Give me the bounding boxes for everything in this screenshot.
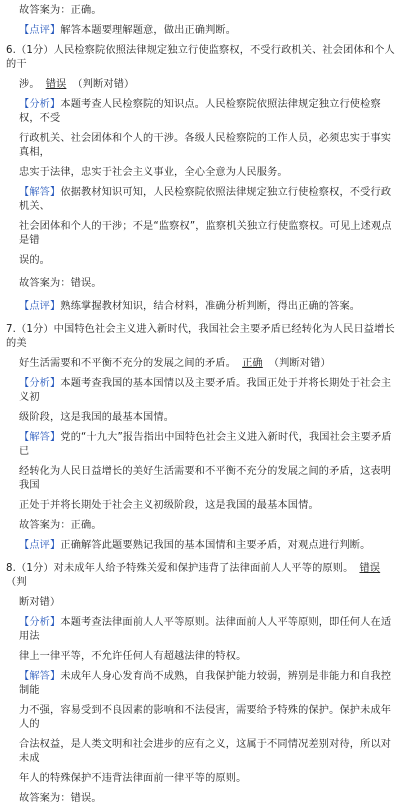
- analysis-tag: 【分析】: [19, 617, 61, 628]
- q7-answer-blank: 正确: [242, 358, 263, 369]
- q7-comment: 【点评】正确解答此题要熟记我国的基本国情和主要矛盾，对观点进行判断。: [19, 540, 371, 551]
- q8-stem-line2: 断对错）: [19, 597, 61, 608]
- comment-tag: 【点评】: [19, 540, 61, 551]
- comment-text: 解答本题要理解题意，做出正确判断。: [60, 25, 237, 36]
- q8-analysis: 【分析】本题考查法律面前人人平等原则。法律面前人人平等原则，即任何人在适用法: [19, 617, 392, 642]
- q7-stem-line1: 7.（1分）中国特色社会主义进入新时代，我国社会主要矛盾已经转化为人民日益增长的美: [6, 324, 395, 349]
- q6-analysis-line3: 忠实于法律，忠实于社会主义事业，全心全意为人民服务。: [19, 167, 288, 178]
- q7-solution: 【解答】党的“十九大”报告指出中国特色社会主义进入新时代，我国社会主要矛盾已: [19, 432, 392, 457]
- q7-analysis-line2: 级阶段，这是我国的最基本国情。: [19, 412, 175, 423]
- q6-final-answer: 故答案为：错误。: [19, 278, 102, 289]
- q7-stem-line2: 好生活需要和不平衡不充分的发展之间的矛盾。 正确 （判断对错）: [19, 358, 331, 369]
- solution-tag: 【解答】: [19, 432, 61, 443]
- q6-solution: 【解答】依据教材知识可知，人民检察院依照法律规定独立行使检察权，不受行政机关、: [19, 187, 392, 212]
- q8-solution-line2: 力不强，容易受到不良因素的影响和不法侵害，需要给予特殊的保护。保护未成年人的: [19, 705, 392, 730]
- comment-tag: 【点评】: [19, 25, 61, 36]
- q6-stem-line1: 6.（1分）人民检察院依照法律规定独立行使监察权，不受行政机关、社会团体和个人的干: [6, 45, 395, 70]
- analysis-tag: 【分析】: [19, 378, 61, 389]
- q6-answer-blank: 错误: [45, 79, 67, 90]
- q6-analysis: 【分析】本题考查人民检察院的知识点。人民检察院依照法律规定独立行使检察权，不受: [19, 99, 381, 124]
- q8-solution: 【解答】未成年人身心发育尚不成熟，自我保护能力较弱，辨别是非能力和自我控制能: [19, 671, 392, 696]
- solution-tag: 【解答】: [19, 187, 61, 198]
- analysis-tag: 【分析】: [19, 99, 61, 110]
- q6-analysis-line2: 行政机关、社会团体和个人的干涉。各级人民检察院的工作人员，必须忠实于事实真相，: [19, 133, 392, 158]
- q6-solution-line2: 社会团体和个人的干涉；不是“监察权”，监察机关独立行使监察权。可见上述观点是错: [19, 221, 392, 246]
- q8-solution-line4: 年人的特殊保护不违背法律面前一律平等的原则。: [19, 773, 247, 784]
- q5-comment: [6, 24, 396, 38]
- q7-solution-line2: 经转化为人民日益增长的美好生活需要和不平衡不充分的发展之间的矛盾，这表明我国: [19, 466, 392, 491]
- q8-solution-line3: 合法权益，是人类文明和社会进步的应有之义，这属于不同情况差别对待，所以对未成: [19, 739, 392, 764]
- q6-solution-line3: 误的。: [19, 255, 51, 266]
- q8-final-answer: 故答案为：错误。: [19, 793, 102, 804]
- q7-solution-line3: 正处于并将长期处于社会主义初级阶段，这是我国的最基本国情。: [19, 500, 319, 511]
- q8-stem-line1: 8.（1分）对未成年人给予特殊关爱和保护违背了法律面前人人平等的原则。 错误（判: [6, 562, 396, 590]
- q7-final-answer: 故答案为：正确。: [19, 520, 102, 531]
- q7-analysis: 【分析】本题考查我国的基本国情以及主要矛盾。我国正处于并将长期处于社会主义初: [19, 378, 392, 403]
- q5-final-answer: 故答案为：正确。: [19, 5, 102, 16]
- solution-tag: 【解答】: [19, 671, 61, 682]
- comment-tag: 【点评】: [19, 301, 61, 312]
- q8-analysis-line2: 律上一律平等，不允许任何人有超越法律的特权。: [19, 651, 247, 662]
- q8-answer-blank: 错误: [359, 563, 381, 574]
- q6-stem-line2: 涉。 错误 （判断对错）: [19, 79, 135, 90]
- q6-comment: 【点评】熟练掌握教材知识，结合材料，准确分析判断，得出正确的答案。: [19, 301, 361, 312]
